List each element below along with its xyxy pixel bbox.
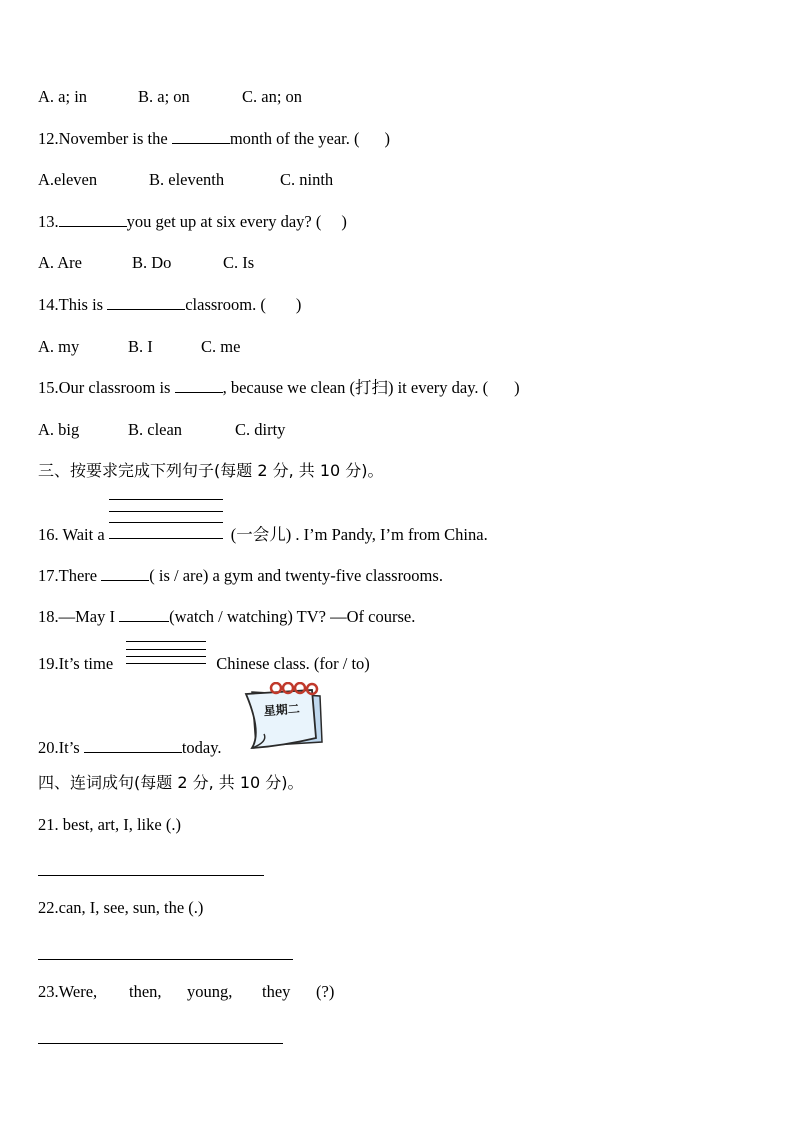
q17-text-after: ( is / are) a gym and twenty-five classrooms. — [149, 566, 443, 585]
q13-option-a[interactable]: A. Are — [38, 253, 82, 272]
q14-option-b[interactable]: B. I — [128, 337, 153, 356]
q16-text-after: (一会儿) . I’m Pandy, I’m from China. — [230, 525, 488, 544]
q23-word-5: (?) — [316, 982, 335, 1001]
q13-close-paren: ) — [341, 212, 347, 231]
section-3-heading: 三、按要求完成下列句子(每题 2 分, 共 10 分)。 — [38, 461, 384, 480]
q23-word-3: young, — [187, 982, 233, 1001]
question-13 — [38, 212, 347, 232]
q12-options — [38, 170, 333, 190]
q14-text-after: classroom. ( — [185, 295, 266, 314]
q20-text-before: 20.It’s — [38, 738, 84, 757]
q14-text-before: 14.This is — [38, 295, 108, 314]
question-20 — [38, 738, 222, 758]
q22-answer-line[interactable] — [38, 959, 293, 960]
q15-text-after: , because we clean (打扫) it every day. ( — [222, 378, 489, 397]
q15-blank[interactable] — [175, 378, 223, 393]
question-23 — [38, 982, 334, 1002]
q11-options — [38, 87, 302, 107]
question-19 — [38, 654, 370, 674]
q15-option-a[interactable]: A. big — [38, 420, 80, 439]
q20-blank[interactable] — [84, 738, 182, 753]
q21-answer-line[interactable] — [38, 875, 264, 876]
q23-answer-line[interactable] — [38, 1043, 283, 1044]
q17-text-before: 17.There — [38, 566, 102, 585]
q18-blank[interactable] — [119, 607, 169, 622]
q23-word-2: then, — [129, 982, 162, 1001]
q15-option-c[interactable]: C. dirty — [235, 420, 286, 439]
q19-text-after: Chinese class. (for / to) — [216, 654, 370, 673]
q12-text-before: 12.November is the — [38, 129, 172, 148]
question-15 — [38, 378, 520, 398]
q14-options — [38, 337, 240, 357]
q14-close-paren: ) — [295, 295, 302, 314]
question-22: 22.can, I, see, sun, the (.) — [38, 898, 204, 917]
q14-option-c[interactable]: C. me — [201, 337, 241, 356]
calendar-weekday-label: 星期二 — [263, 701, 301, 719]
q16-writing-lines[interactable] — [109, 526, 223, 540]
section-4-heading: 四、连词成句(每题 2 分, 共 10 分)。 — [38, 773, 304, 792]
question-17 — [38, 566, 443, 586]
q12-close-paren: ) — [384, 129, 390, 148]
q13-blank[interactable] — [59, 212, 127, 227]
q11-option-b[interactable]: B. a; on — [138, 87, 190, 106]
q14-option-a[interactable]: A. my — [38, 337, 80, 356]
q23-word-1: 23.Were, — [38, 982, 98, 1001]
question-18 — [38, 607, 415, 627]
q15-text-before: 15.Our classroom is — [38, 378, 175, 397]
q23-word-4: they — [262, 982, 291, 1001]
q12-option-c[interactable]: C. ninth — [280, 170, 334, 189]
q13-text-before: 13. — [38, 212, 59, 231]
calendar-picture — [242, 682, 324, 754]
q20-text-after: today. — [181, 738, 222, 757]
q19-writing-lines[interactable] — [126, 655, 206, 669]
question-12 — [38, 129, 390, 149]
q13-option-b[interactable]: B. Do — [132, 253, 172, 272]
q13-option-c[interactable]: C. Is — [223, 253, 255, 272]
question-16 — [38, 525, 488, 545]
q15-options — [38, 420, 285, 440]
q16-text-before: 16. Wait a — [38, 525, 109, 544]
q13-options — [38, 253, 254, 273]
q11-option-c[interactable]: C. an; on — [242, 87, 303, 106]
q14-blank[interactable] — [107, 295, 185, 310]
question-21: 21. best, art, I, like (.) — [38, 815, 181, 834]
q17-blank[interactable] — [101, 566, 149, 581]
q12-text-after: month of the year. ( — [229, 129, 360, 148]
q12-blank[interactable] — [172, 129, 230, 144]
question-14 — [38, 295, 301, 315]
q11-option-a[interactable]: A. a; in — [38, 87, 88, 106]
q12-option-b[interactable]: B. eleventh — [149, 170, 225, 189]
q12-option-a[interactable]: A.eleven — [38, 170, 98, 189]
q13-text-after: you get up at six every day? ( — [126, 212, 322, 231]
q18-text-after: (watch / watching) TV? —Of course. — [169, 607, 416, 626]
q15-option-b[interactable]: B. clean — [128, 420, 183, 439]
q18-text-before: 18.—May I — [38, 607, 120, 626]
q15-close-paren: ) — [514, 378, 520, 397]
q19-text-before: 19.It’s time — [38, 654, 118, 673]
